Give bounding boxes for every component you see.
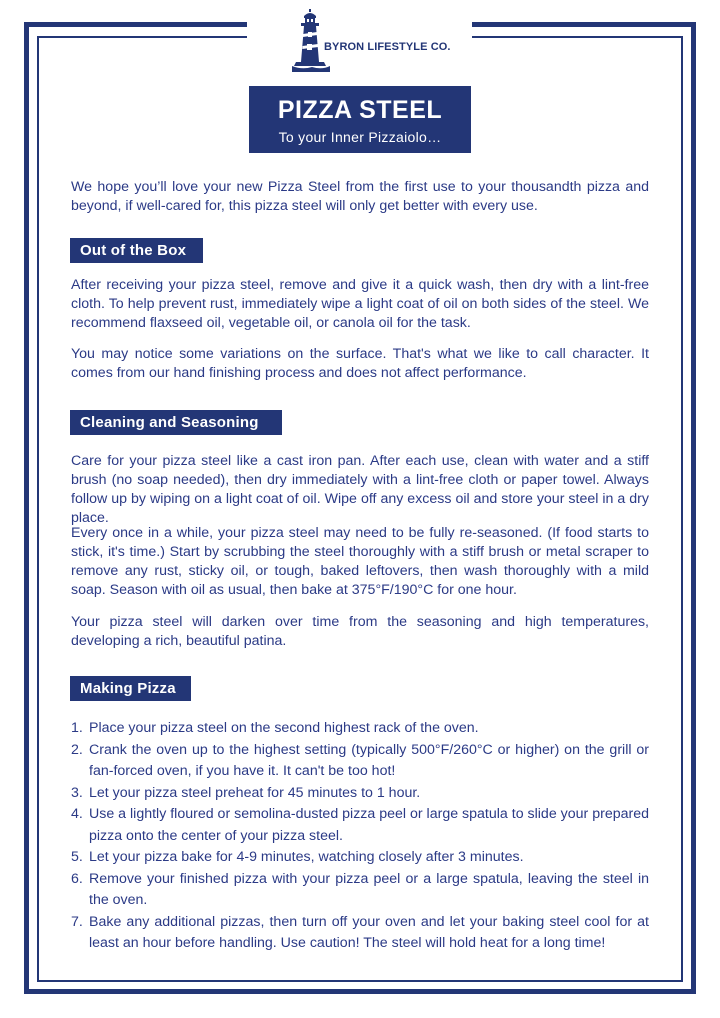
section-heading-out-of-the-box: Out of the Box xyxy=(70,238,203,263)
section-heading-making-pizza: Making Pizza xyxy=(70,676,191,701)
brand-logo xyxy=(292,8,452,76)
page-title: PIZZA STEEL xyxy=(277,96,443,124)
step-text: Bake any additional pizzas, then turn off your oven and let your baking steel cool for at least an hour before handling. Use caution! The steel will hold heat for a long time! xyxy=(89,913,649,951)
step-number: 4. xyxy=(71,806,83,822)
list-item xyxy=(71,740,649,783)
step-number: 1. xyxy=(71,720,83,736)
step-number: 6. xyxy=(71,870,83,887)
list-item xyxy=(71,804,649,847)
list-item xyxy=(71,847,649,869)
list-item xyxy=(71,869,649,912)
step-number: 3. xyxy=(71,784,83,801)
step-text: Place your pizza steel on the second highest rack of the oven. xyxy=(89,720,479,736)
step-text: Use a lightly floured or semolina-dusted pizza peel or large spatula to slide your prepared pizza onto the center of your pizza steel. xyxy=(89,806,649,844)
list-item xyxy=(71,718,649,740)
step-number: 2. xyxy=(71,741,83,758)
steps-list xyxy=(71,718,649,955)
brand-name: BYRON LIFESTYLE CO. xyxy=(324,41,451,53)
step-number: 5. xyxy=(71,849,83,865)
list-item xyxy=(71,783,649,805)
intro-paragraph: We hope you’ll love your new Pizza Steel from the first use to your thousandth pizza and beyond, if well-cared for, this pizza steel will only get better with every use. xyxy=(71,179,649,214)
paragraph: After receiving your pizza steel, remove and give it a quick wash, then dry with a lint-free cloth. To help prevent rust, immediately wipe a light coat of oil on both sides of the steel. We recommend flaxseed oil, vegetable oil, or canola oil for the task. xyxy=(71,277,649,331)
step-number: 7. xyxy=(71,913,83,930)
paragraph: Your pizza steel will darken over time from the seasoning and high temperatures, developing a rich, beautiful patina. xyxy=(71,614,649,649)
paragraph: Every once in a while, your pizza steel may need to be fully re-seasoned. (If food starts to stick, it's time.) Start by scrubbing the steel thoroughly with a stiff brush or metal scraper to remove any rust, sticky oil, or tough, baked leftovers, then wash thoroughly with a mild soap. Season with oil as usual, then bake at 375°F/190°C for one hour. xyxy=(71,525,649,598)
step-text: Let your pizza steel preheat for 45 minutes to 1 hour. xyxy=(89,784,421,801)
step-text: Remove your finished pizza with your pizza peel or a large spatula, leaving the steel in the oven. xyxy=(89,870,649,908)
paragraph: Care for your pizza steel like a cast iron pan. After each use, clean with water and a stiff brush (no soap needed), then dry immediately with a lint-free cloth or paper towel. Always follow up by wiping on a light coat of oil. Wipe off any excess oil and store your steel in a dry place. xyxy=(71,453,649,526)
step-text: Let your pizza bake for 4-9 minutes, watching closely after 3 minutes. xyxy=(89,849,524,865)
section-heading-cleaning-and-seasoning: Cleaning and Seasoning xyxy=(70,410,282,435)
step-text: Crank the oven up to the highest setting (typically 500°F/260°C or higher) on the grill or fan-forced oven, if you have it. It can't be too hot! xyxy=(89,741,649,779)
paragraph: You may notice some variations on the surface. That's what we like to call character. It comes from our hand finishing process and does not affect performance. xyxy=(71,346,649,381)
list-item xyxy=(71,912,649,955)
page-subtitle: To your Inner Pizzaiolo… xyxy=(278,129,442,145)
title-banner xyxy=(249,86,471,153)
